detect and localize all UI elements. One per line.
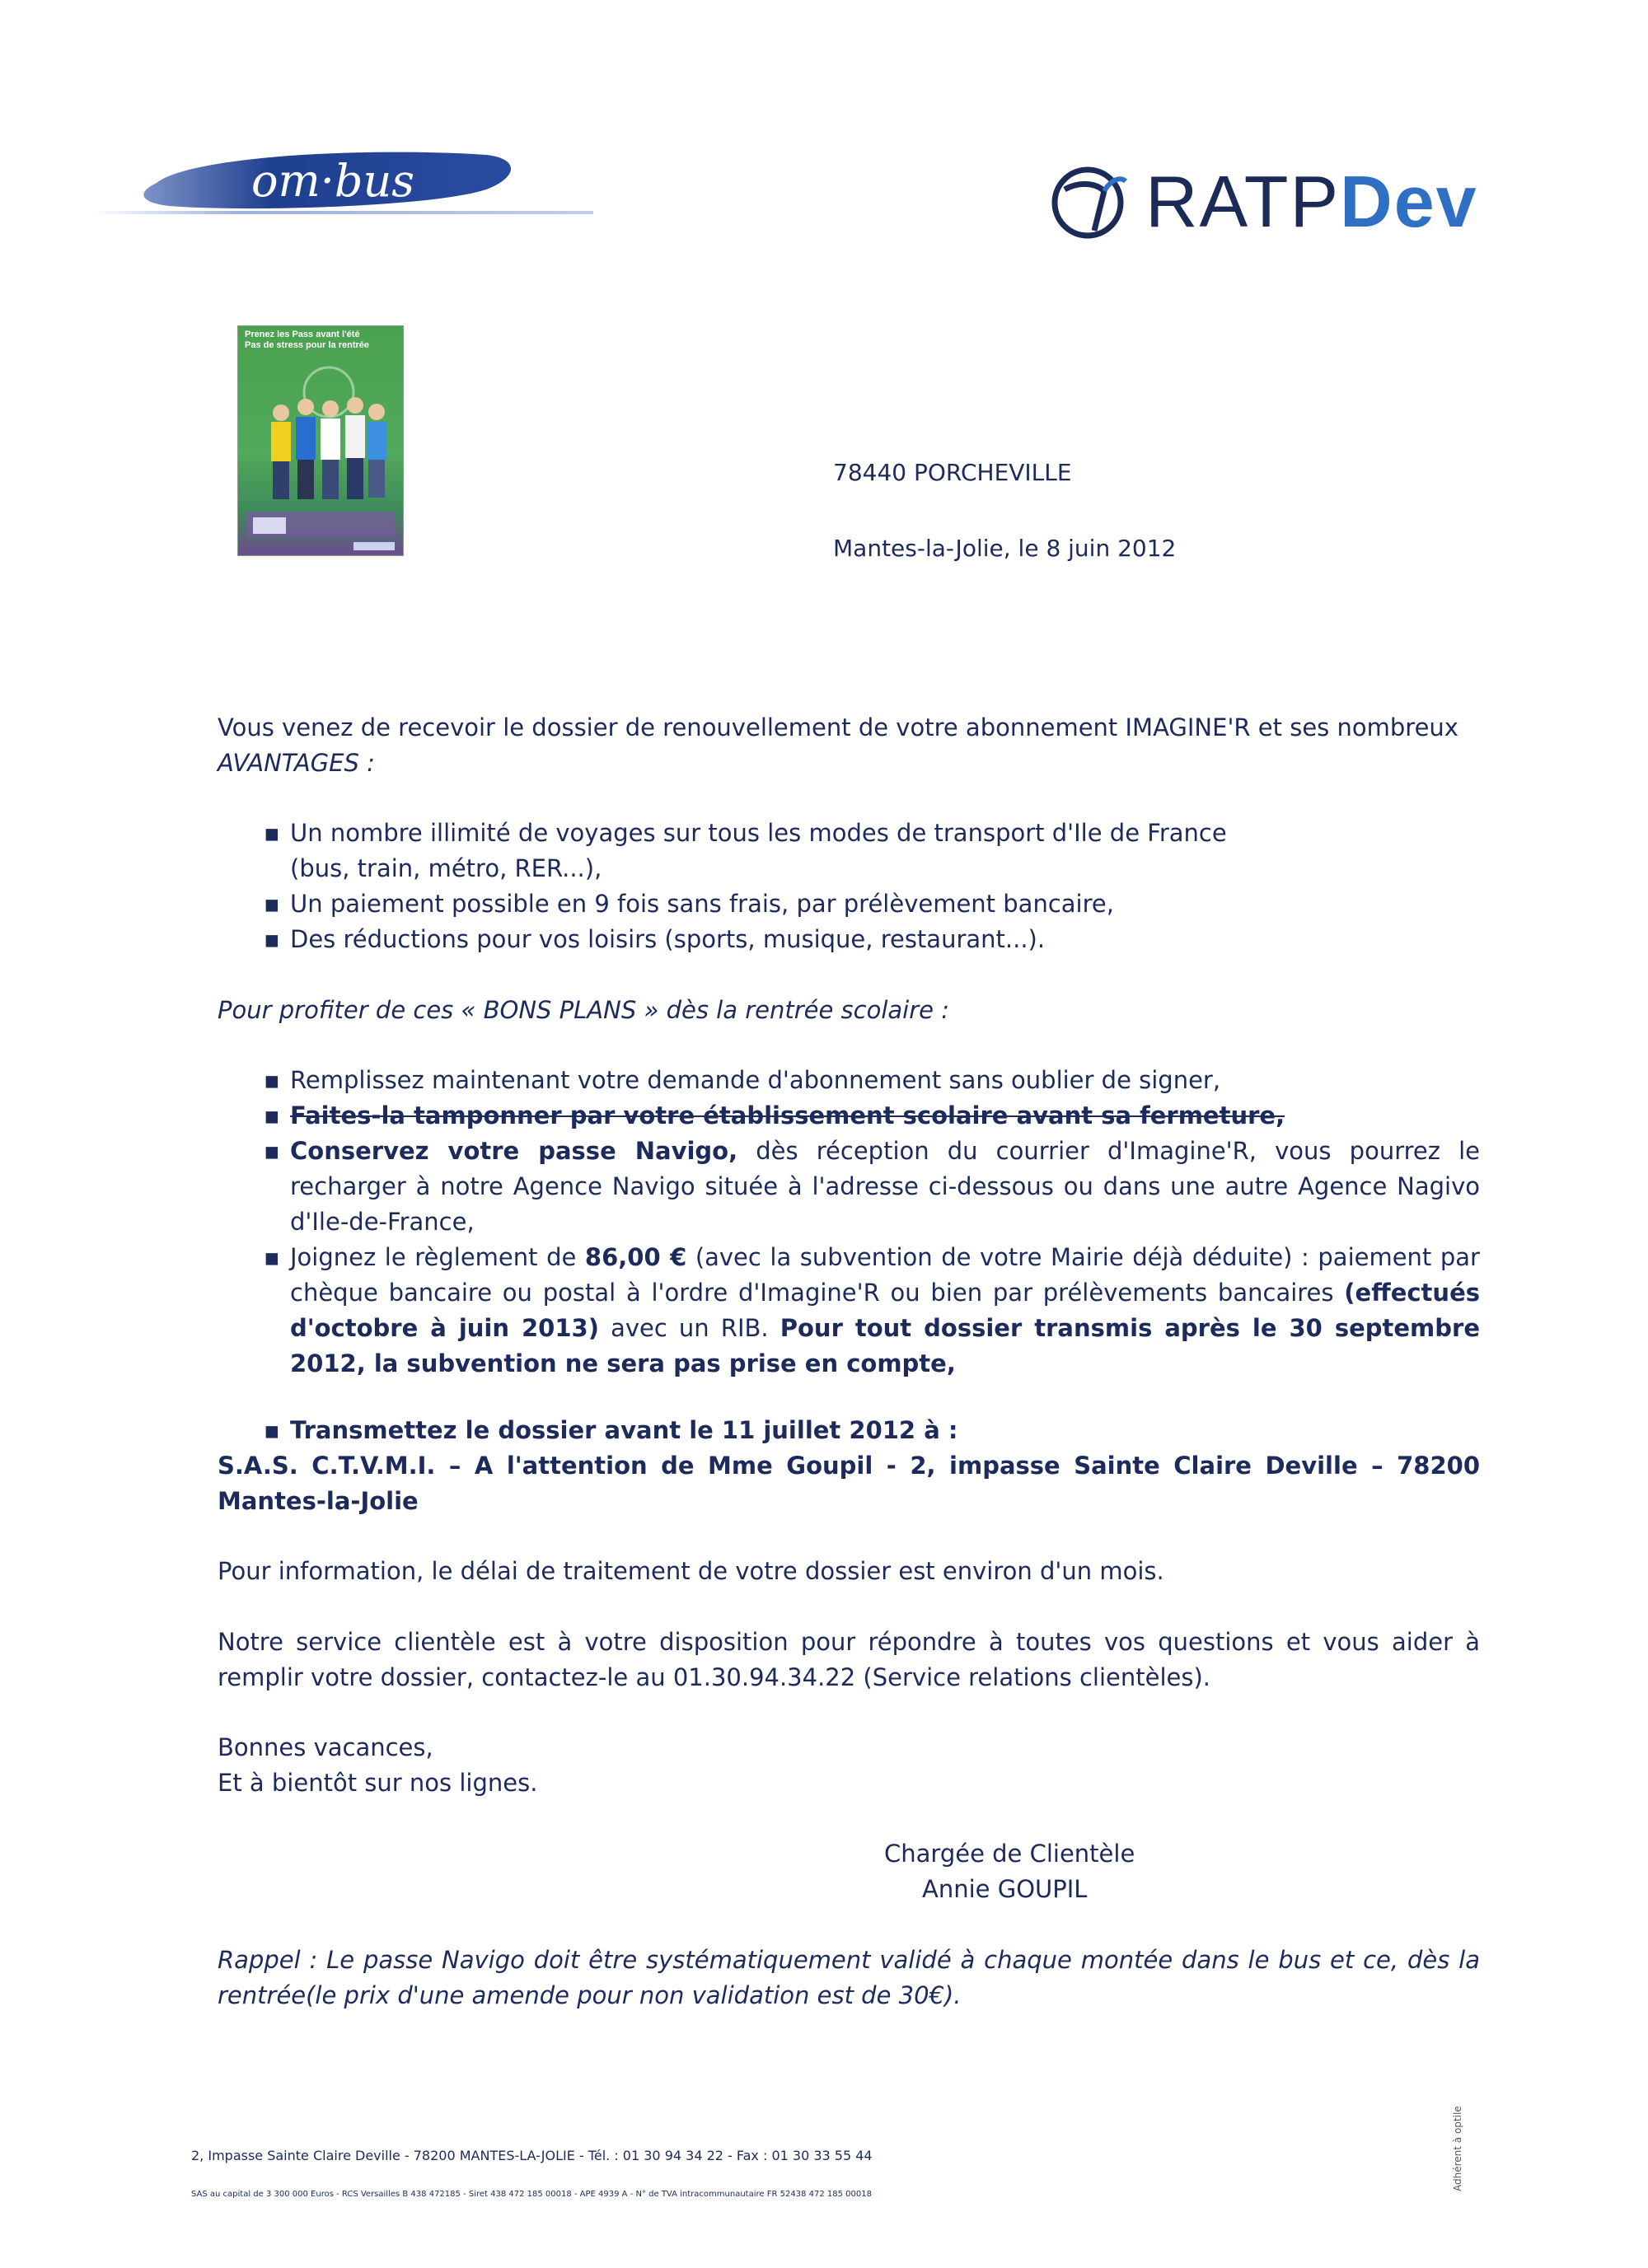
closing: [218, 1730, 1480, 1801]
list-item: ▪ Conservez votre passe Navigo, dès réception du courrier d'Imagine'R, vous pourrez le recharger à notre Agence Navigo située à l'adresse ci-dessous ou dans une autre Agence Nagivo d'Ile-de-France,: [264, 1137, 1480, 1236]
rappel-paragraph: Rappel : Le passe Navigo doit être systématiquement validé à chaque montée dans le bus et ce, dès la rentrée(le prix d'une amende pour non validation est de 30€).: [218, 1946, 1480, 2009]
brochure-title: Prenez les Pass avant l'été Pas de stress pour la rentrée: [245, 330, 370, 350]
ratp-dev-logo: [1046, 157, 1478, 247]
avantages-list: [265, 816, 1254, 957]
bons-plans-heading: Pour profiter de ces « BONS PLANS » dès la rentrée scolaire :: [218, 996, 949, 1024]
footer-legal: SAS au capital de 3 300 000 Euros - RCS Versailles B 438 472185 - Siret 438 472 185 00018 - APE 4939 A - N° de TVA intracommunautaire FR 52438 472 185 00018: [191, 2190, 872, 2199]
recipient-city: 78440 PORCHEVILLE: [833, 459, 1072, 486]
letter-date: Mantes-la-Jolie, le 8 juin 2012: [833, 535, 1177, 562]
footer-address: 2, Impasse Sainte Claire Deville - 78200 MANTES-LA-JOLIE - Tél. : 01 30 94 34 22 - Fax : 01 30 33 55 44: [191, 2148, 873, 2163]
list-item: ▪ Des réductions pour vos loisirs (sports, musique, restaurant...).: [264, 925, 1046, 953]
intro-paragraph: [218, 710, 1480, 781]
brochure-people-illustration: [238, 326, 403, 555]
info-paragraph: Pour information, le délai de traitement de votre dossier est environ d'un mois.: [218, 1557, 1164, 1585]
list-item: ▪ Transmettez le dossier avant le 11 juillet 2012 à :: [264, 1416, 958, 1444]
ratp-dev-logo-text: RATPDev: [1145, 161, 1478, 242]
signature-name: Annie GOUPIL: [922, 1875, 1088, 1903]
list-item: ▪ Un paiement possible en 9 fois sans frais, par prélèvement bancaire,: [264, 890, 1114, 918]
optile-mark: Adhérent à optile: [1452, 2106, 1463, 2191]
closing-line-1: Bonnes vacances,: [218, 1733, 433, 1761]
combus-logo-text: om·bus: [251, 155, 414, 207]
combus-logo: [91, 140, 593, 231]
list-item: ▪ Joignez le règlement de 86,00 € (avec la subvention de votre Mairie déjà déduite) : paiement par chèque bancaire ou postal à l'ordre d'Imagine'R ou bien par prélèvements bancaires (effectués d'octobre à juin 2013) avec un RIB. Pour tout dossier transmis après le 30 septembre 2012, la subvention ne sera pas prise en compte,: [264, 1243, 1481, 1377]
steps-list: [265, 1063, 1480, 1382]
ratp-dev-logo-icon: [1046, 157, 1137, 247]
list-item: ▪ Remplissez maintenant votre demande d'abonnement sans oublier de signer,: [264, 1066, 1221, 1094]
combus-logo-graphic: [91, 140, 593, 231]
brochure-thumbnail: [237, 325, 404, 556]
destination-address: S.A.S. C.T.V.M.I. – A l'attention de Mme Goupil - 2, impasse Sainte Claire Deville – 78200 Mantes-la-Jolie: [218, 1452, 1480, 1515]
avantages-heading: AVANTAGES :: [218, 749, 375, 777]
service-paragraph: Notre service clientèle est à votre disposition pour répondre à toutes vos questions et vous aider à remplir votre dossier, contactez-le au 01.30.94.34.22 (Service relations clientèles).: [218, 1628, 1480, 1691]
list-item: ▪ Un nombre illimité de voyages sur tous les modes de transport d'Ile de France (bus, train, métro, RER...),: [264, 819, 1227, 882]
closing-line-2: Et à bientôt sur nos lignes.: [218, 1769, 538, 1797]
intro-text: Vous venez de recevoir le dossier de renouvellement de votre abonnement IMAGINE'R et ses nombreux: [218, 713, 1458, 741]
signature-title: Chargée de Clientèle: [884, 1840, 1135, 1868]
list-item: ▪ Faites-la tamponner par votre établissement scolaire avant sa fermeture,: [264, 1101, 1285, 1129]
transmit-step: [265, 1413, 1480, 1448]
